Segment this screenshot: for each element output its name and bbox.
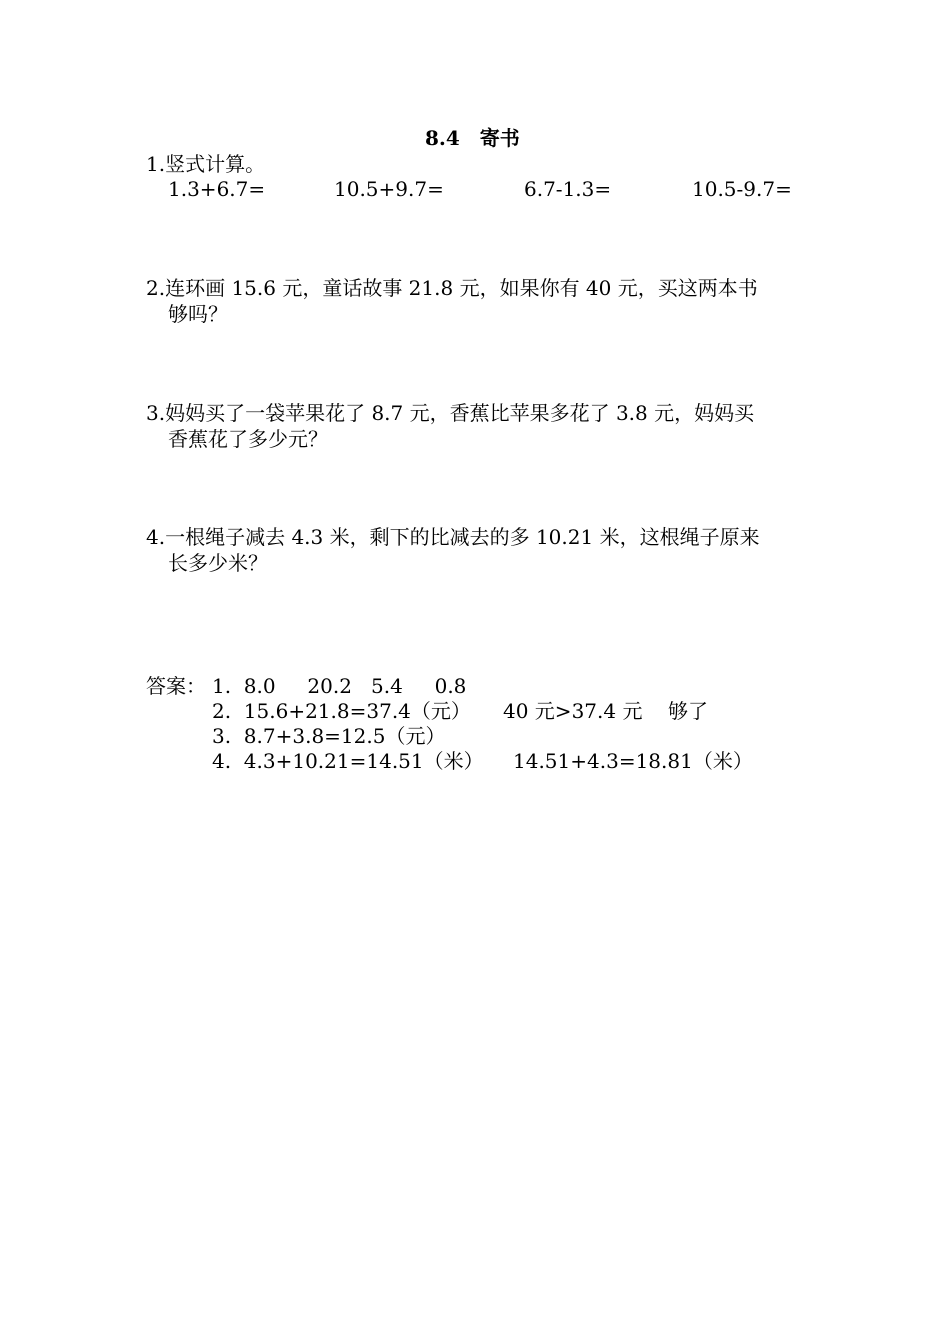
- question-2-line-1: 2.连环画 15.6 元，童话故事 21.8 元，如果你有 40 元，买这两本书: [146, 276, 758, 300]
- question-4-line-2: 长多少米？: [168, 551, 268, 575]
- answer-4-step-2: 14.51+4.3=18.81（米）: [513, 749, 753, 773]
- question-2-line-2: 够吗？: [168, 302, 228, 326]
- page-title: 8.4 寄书: [425, 126, 520, 150]
- q1-item-4: 10.5-9.7=: [692, 177, 792, 201]
- q1-item-1: 1.3+6.7=: [168, 177, 266, 201]
- question-4-line-1: 4.一根绳子减去 4.3 米，剩下的比减去的多 10.21 米，这根绳子原来: [146, 525, 760, 549]
- answer-1: 1. 8.0 20.2 5.4 0.8: [212, 674, 467, 698]
- answer-3: 3. 8.7+3.8=12.5（元）: [212, 724, 446, 748]
- question-3-line-1: 3.妈妈买了一袋苹果花了 8.7 元，香蕉比苹果多花了 3.8 元，妈妈买: [146, 401, 755, 425]
- answer-2-result: 够了: [668, 699, 708, 723]
- answer-2-calc: 2. 15.6+21.8=37.4（元）: [212, 699, 471, 723]
- answer-4-step-1: 4. 4.3+10.21=14.51（米）: [212, 749, 484, 773]
- q1-item-2: 10.5+9.7=: [334, 177, 444, 201]
- q1-item-3: 6.7-1.3=: [524, 177, 612, 201]
- question-1-label: 1.竖式计算。: [146, 152, 266, 176]
- answers-label: 答案：: [146, 674, 206, 698]
- answer-2-compare: 40 元>37.4 元: [503, 699, 643, 723]
- question-3-line-2: 香蕉花了多少元？: [168, 427, 328, 451]
